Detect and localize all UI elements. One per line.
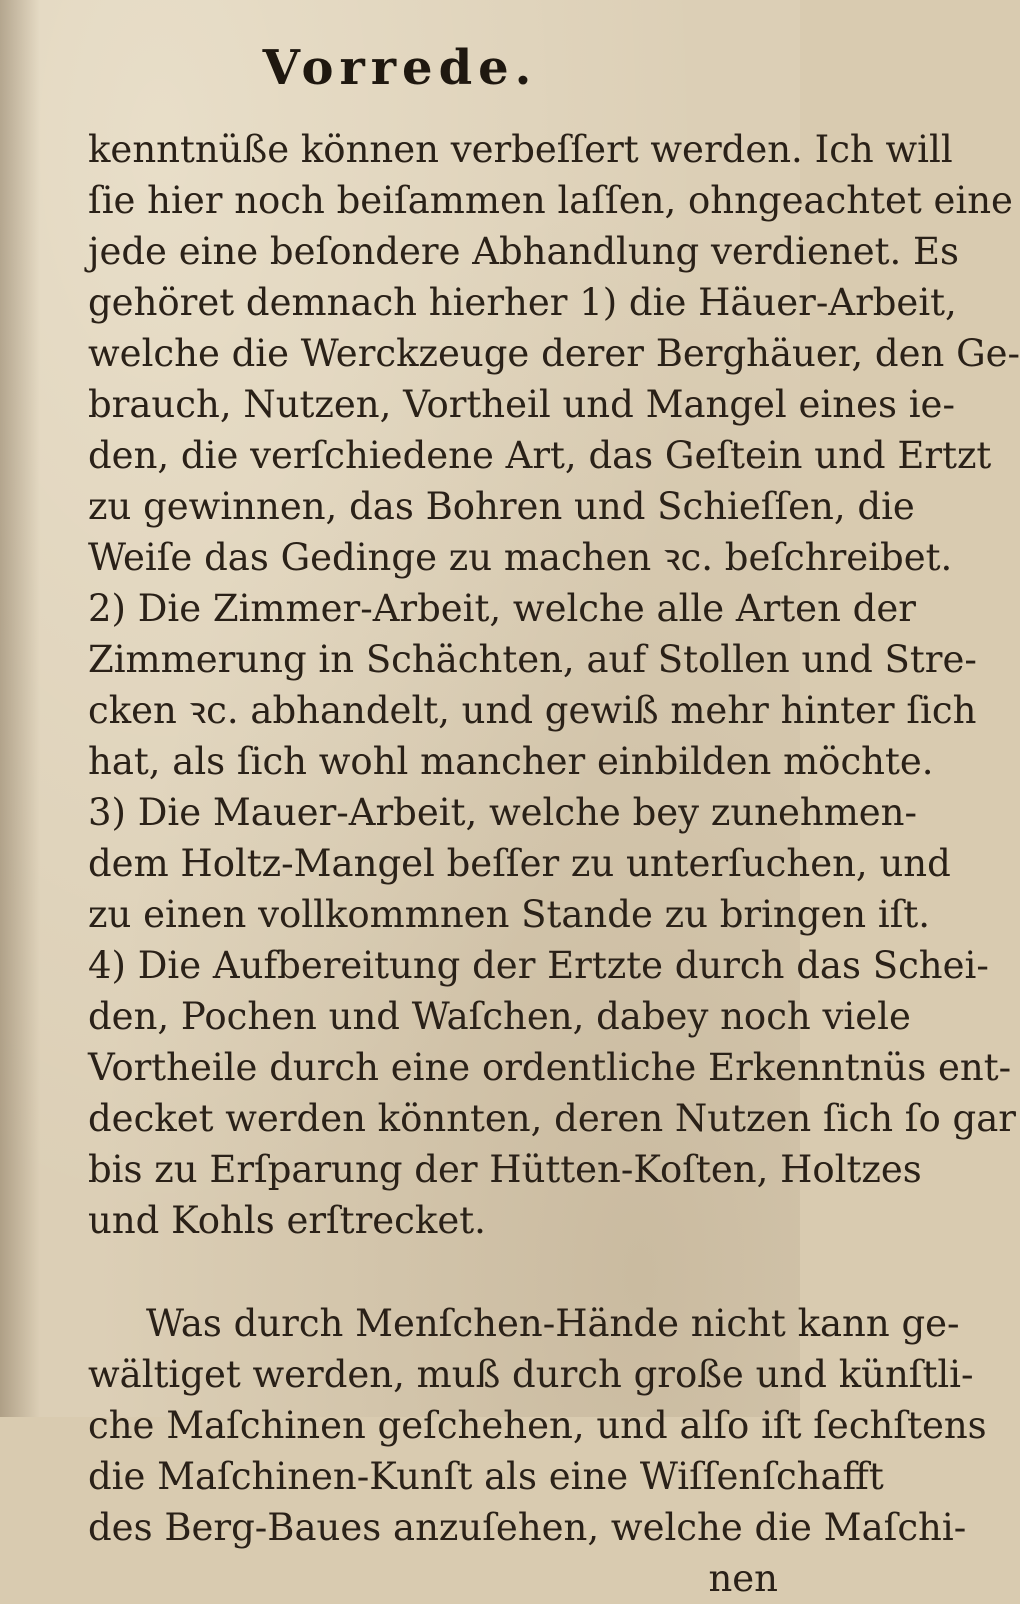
text-line: den, Pochen und Waſchen, dabey noch viele bbox=[88, 995, 911, 1038]
text-line: decket werden könnten, deren Nutzen ſich ſo gar bbox=[88, 1097, 1016, 1140]
text-line: bis zu Erſparung der Hütten-Koſten, Holtzes bbox=[88, 1148, 922, 1191]
text-line: 4) Die Aufbereitung der Ertzte durch das Schei- bbox=[88, 944, 989, 987]
text-line: che Maſchinen geſchehen, und alſo iſt ſechſtens bbox=[88, 1404, 987, 1447]
text-line: 3) Die Mauer-Arbeit, welche bey zunehmen- bbox=[88, 791, 918, 834]
text-line: cken ꝛc. abhandelt, und gewiß mehr hinter ſich bbox=[88, 689, 977, 732]
text-line: den, die verſchiedene Art, das Geſtein und Ertzt bbox=[88, 434, 992, 477]
text-line: 2) Die Zimmer-Arbeit, welche alle Arten der bbox=[88, 587, 916, 630]
catchword: nen bbox=[708, 1557, 778, 1600]
text-line: Weiſe das Gedinge zu machen ꝛc. beſchreibet. bbox=[88, 536, 953, 579]
text-line: wältiget werden, muß durch große und künſtli- bbox=[88, 1353, 974, 1396]
text-line: dem Holtz-Mangel beſſer zu unterſuchen, und bbox=[88, 842, 951, 885]
text-line: Zimmerung in Schächten, auf Stollen und Stre- bbox=[88, 638, 977, 681]
text-line: brauch, Nutzen, Vortheil und Mangel eines ie- bbox=[88, 383, 955, 426]
text-line: Vortheile durch eine ordentliche Erkenntnüs ent- bbox=[88, 1046, 1012, 1089]
body-text bbox=[88, 124, 1020, 1604]
text-line: kenntnüße können verbeſſert werden. Ich will bbox=[88, 128, 953, 171]
text-line: zu einen vollkommnen Stande zu bringen iſt. bbox=[88, 893, 931, 936]
paragraph-start-line: Was durch Menſchen-Hände nicht kann ge- bbox=[146, 1302, 960, 1345]
text-line: welche die Werckzeuge derer Berghäuer, den Ge- bbox=[88, 332, 1020, 375]
text-line: des Berg-Baues anzuſehen, welche die Maſchi- bbox=[88, 1506, 967, 1549]
text-line: ſie hier noch beiſammen laſſen, ohngeachtet eine bbox=[88, 179, 1013, 222]
text-line: zu gewinnen, das Bohren und Schieſſen, die bbox=[88, 485, 915, 528]
text-line: jede eine beſondere Abhandlung verdienet. Es bbox=[88, 230, 959, 273]
page-header: Vorrede. bbox=[262, 40, 538, 96]
text-line: gehöret demnach hierher 1) die Häuer-Arbeit, bbox=[88, 281, 957, 324]
text-line: hat, als ſich wohl mancher einbilden möchte. bbox=[88, 740, 934, 783]
page-binding-shadow bbox=[0, 0, 40, 1417]
text-line: und Kohls erſtrecket. bbox=[88, 1199, 486, 1242]
text-line: die Maſchinen-Kunſt als eine Wiſſenſchafft bbox=[88, 1455, 884, 1498]
